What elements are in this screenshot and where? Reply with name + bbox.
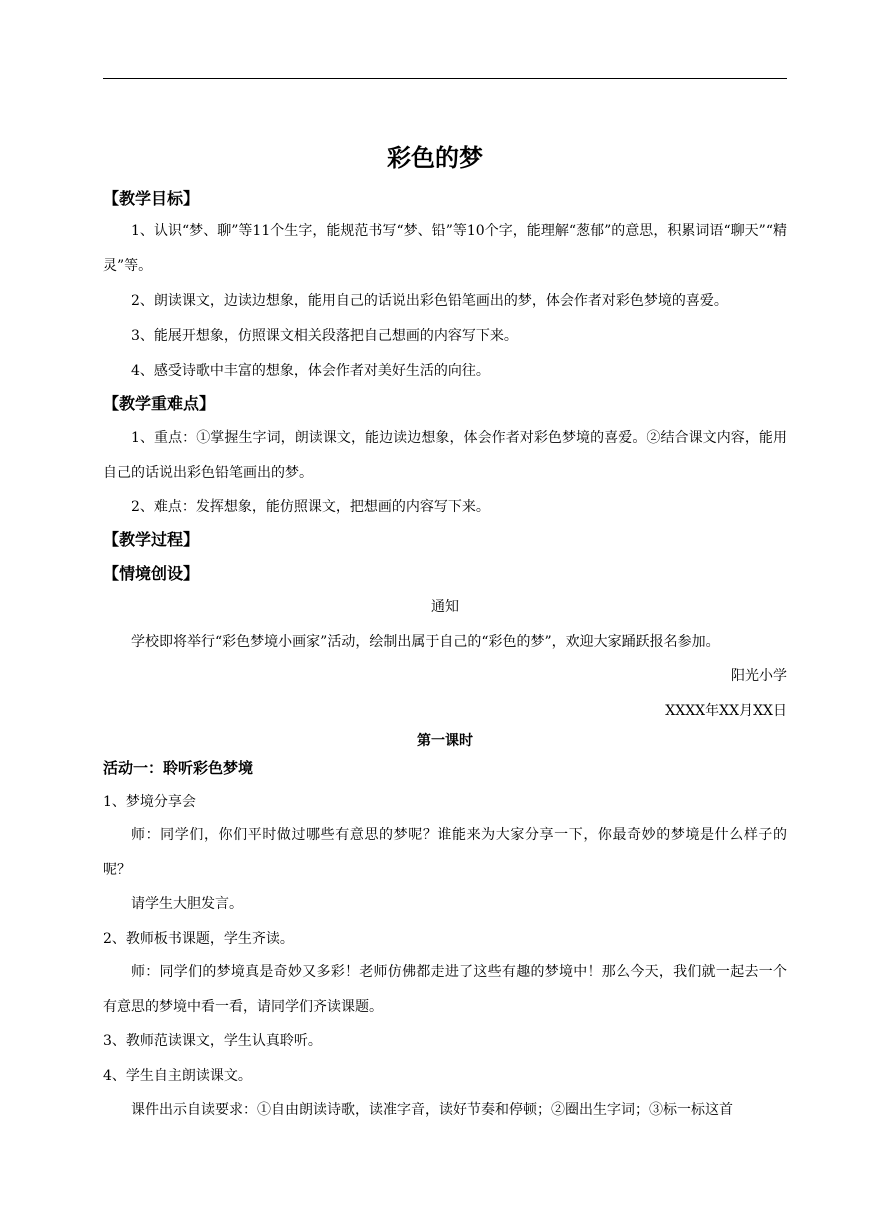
page-title: 彩色的梦 xyxy=(387,144,483,172)
notice-date: XXXX年XX月XX日 xyxy=(665,703,787,719)
activity-item-2-para: 师：同学们的梦境真是奇妙又多彩！老师仿佛都走进了这些有趣的梦境中！那么今天，我们就一起去一个有意思的梦境中看一看，请同学们齐读课题。 xyxy=(103,964,787,1015)
notice-signature: 阳光小学 xyxy=(731,668,787,684)
activity-item-1-para-1: 师：同学们，你们平时做过哪些有意思的梦呢？谁能来为大家分享一下，你最奇妙的梦境是什么样子的呢？ xyxy=(103,827,787,878)
lesson-title: 第一课时 xyxy=(417,733,473,749)
activity-title: 活动一：聆听彩色梦境 xyxy=(103,759,254,777)
header-rule xyxy=(103,78,787,79)
activity-item-1-para-2: 请学生大胆发言。 xyxy=(131,896,243,912)
scenario-heading: 【情境创设】 xyxy=(103,564,200,583)
objective-item-4: 4、感受诗歌中丰富的想象，体会作者对美好生活的向往。 xyxy=(131,363,490,379)
key-point-item-2: 2、难点：发挥想象，能仿照课文，把想画的内容写下来。 xyxy=(131,499,490,515)
objective-item-3: 3、能展开想象，仿照课文相关段落把自己想画的内容写下来。 xyxy=(131,328,518,344)
objective-item-2: 2、朗读课文，边读边想象，能用自己的话说出彩色铅笔画出的梦，体会作者对彩色梦境的喜爱。 xyxy=(131,293,728,309)
notice-body: 学校即将举行“彩色梦境小画家”活动，绘制出属于自己的“彩色的梦”，欢迎大家踊跃报名参加。 xyxy=(131,634,720,650)
objective-item-1: 1、认识“梦、聊”等11个生字，能规范书写“梦、铅”等10个字，能理解“葱郁”的意思，积累词语“聊天”“精灵”等。 xyxy=(103,223,787,274)
activity-item-4: 4、学生自主朗读课文。 xyxy=(103,1068,252,1084)
key-point-item-1: 1、重点：①掌握生字词，朗读课文，能边读边想象，体会作者对彩色梦境的喜爱。②结合课文内容，能用自己的话说出彩色铅笔画出的梦。 xyxy=(103,430,787,481)
notice-title: 通知 xyxy=(431,599,459,615)
activity-item-3: 3、教师范读课文，学生认真聆听。 xyxy=(103,1033,322,1049)
activity-item-1: 1、梦境分享会 xyxy=(103,794,196,810)
objectives-heading: 【教学目标】 xyxy=(103,189,200,208)
key-points-heading: 【教学重难点】 xyxy=(103,394,216,413)
process-heading: 【教学过程】 xyxy=(103,530,200,549)
activity-item-4-para: 课件出示自读要求：①自由朗读诗歌，读准字音，读好节奏和停顿；②圈出生字词；③标一标这首 xyxy=(131,1102,733,1118)
activity-item-2: 2、教师板书课题，学生齐读。 xyxy=(103,931,294,947)
